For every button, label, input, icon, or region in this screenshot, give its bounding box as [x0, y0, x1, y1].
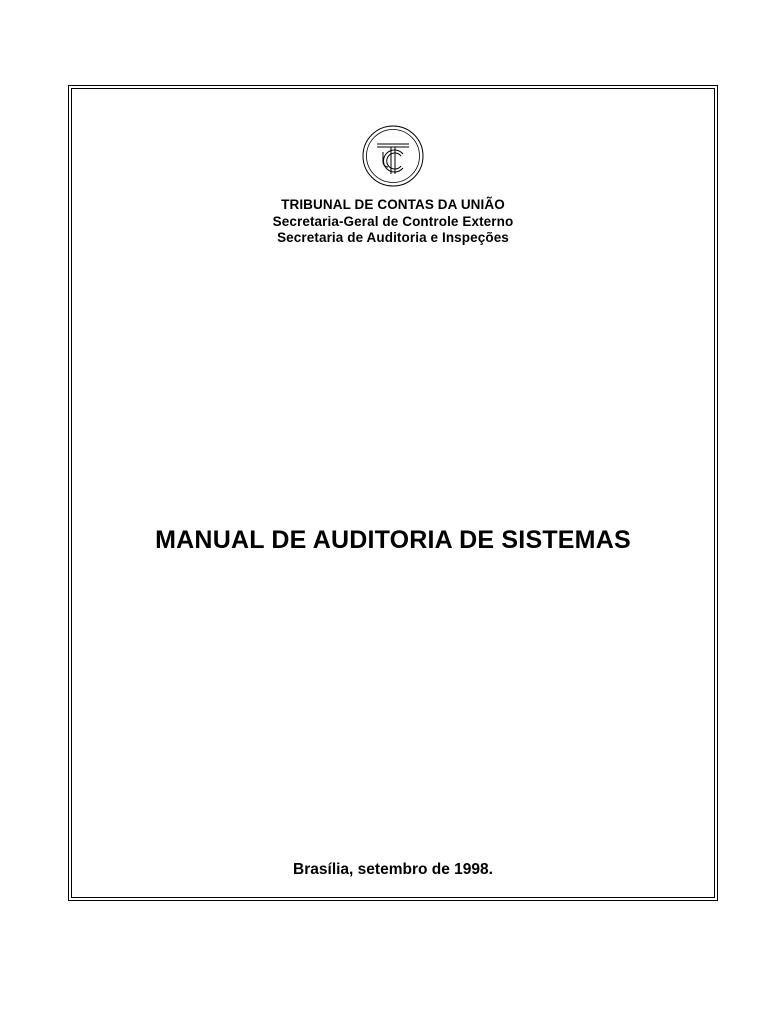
org-name: TRIBUNAL DE CONTAS DA UNIÃO — [281, 197, 505, 212]
secretariat-name: Secretaria de Auditoria e Inspeções — [277, 230, 509, 245]
document-title: MANUAL DE AUDITORIA DE SISTEMAS — [155, 526, 631, 554]
institution-header — [0, 197, 768, 247]
secretariat-general-name: Secretaria-Geral de Controle Externo — [272, 213, 514, 229]
place-date: Brasília, setembro de 1998. — [293, 861, 493, 878]
tcu-seal-icon — [361, 124, 425, 188]
